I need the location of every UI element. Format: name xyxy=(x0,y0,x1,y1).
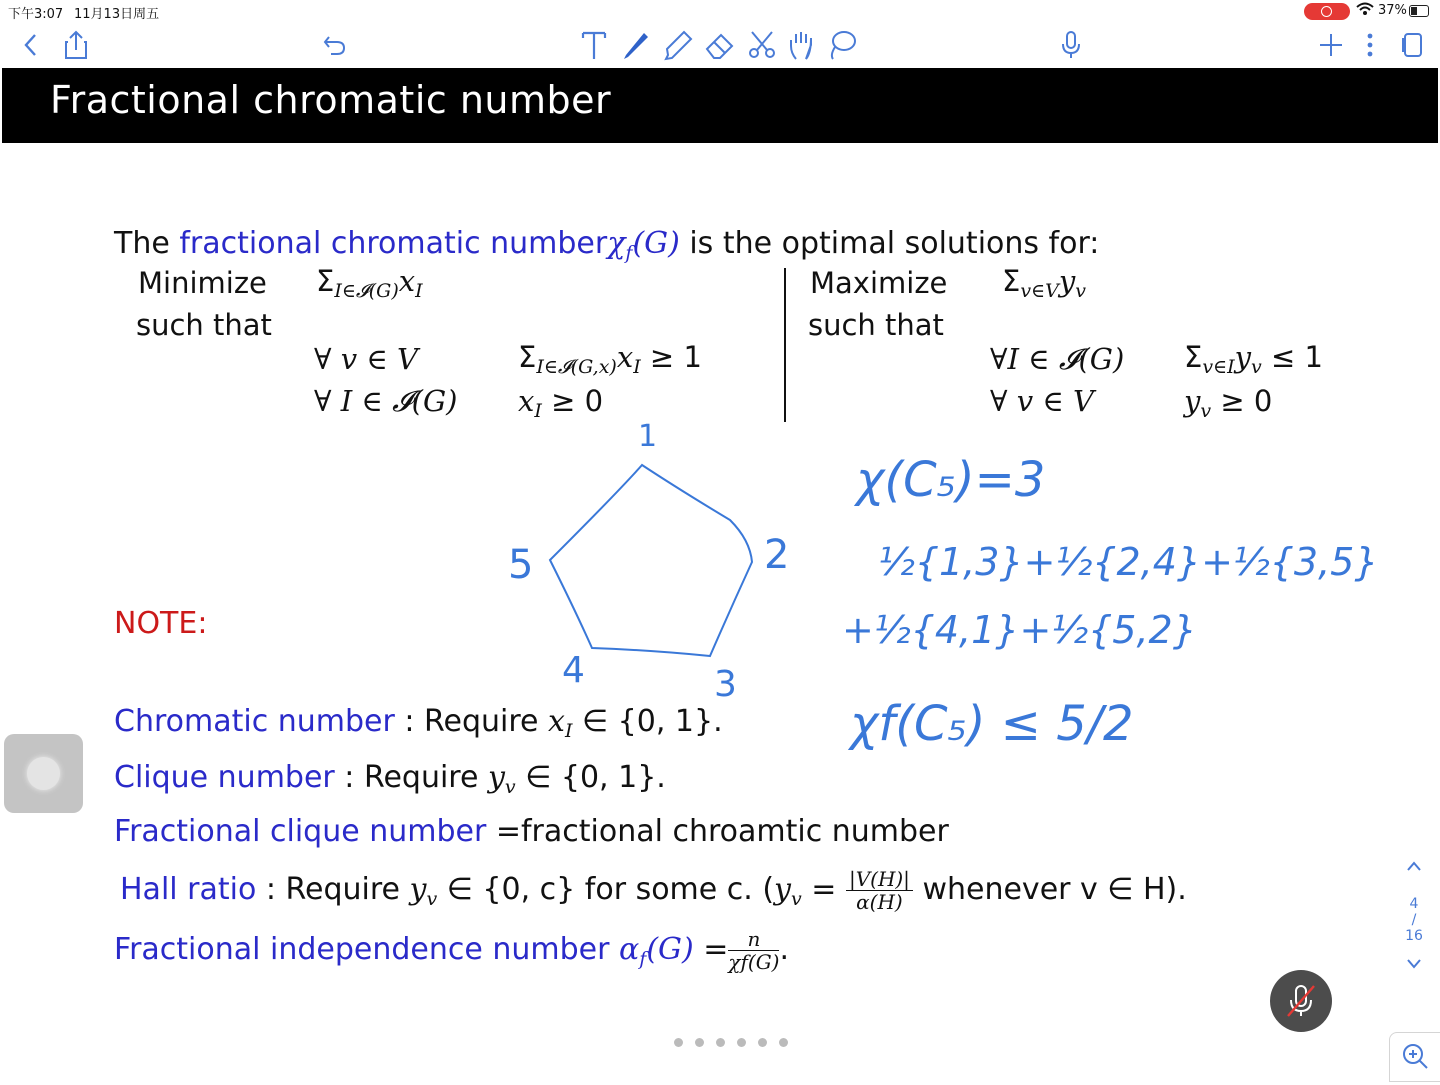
dual-obj-var-sub: v xyxy=(1075,280,1086,302)
primal-sum-symbol: Σ xyxy=(316,264,335,298)
slide-title: Fractional chromatic number xyxy=(50,78,612,122)
intro-pre: The xyxy=(114,226,180,261)
note-clique-text: Require xyxy=(363,760,488,795)
note-frac-clique xyxy=(114,814,949,849)
note-frac-indep-den: χf(G) xyxy=(728,950,780,974)
page-up-icon[interactable] xyxy=(1395,860,1433,896)
note-chromatic-term: Chromatic number xyxy=(114,704,395,739)
note-hall-set: ∈ {0, c} for some c. ( xyxy=(437,872,775,907)
note-clique-set: ∈ {0, 1}. xyxy=(515,760,666,795)
assistive-touch-button[interactable] xyxy=(4,734,83,813)
note-hall-var: y xyxy=(409,872,427,907)
primal-objective xyxy=(316,264,423,302)
note-chromatic-var: x xyxy=(548,704,565,739)
note-frac-indep-tail: . xyxy=(779,932,790,967)
page-dot[interactable] xyxy=(737,1038,746,1047)
vertex-label-4: 4 xyxy=(562,650,585,691)
page-dot[interactable] xyxy=(674,1038,683,1047)
primal-sum-index: I∈𝓘(G) xyxy=(334,280,399,302)
page-down-icon[interactable] xyxy=(1395,958,1433,974)
dual-c1 xyxy=(1184,340,1323,378)
microphone-icon[interactable] xyxy=(1058,26,1084,64)
highlighter-icon[interactable] xyxy=(660,26,696,64)
note-hall xyxy=(120,868,1187,913)
add-page-icon[interactable] xyxy=(1316,26,1346,64)
primal-c1-rel: ≥ 1 xyxy=(640,340,702,374)
note-frac-indep-symbol: α xyxy=(609,932,640,967)
status-time: 下午3:07 xyxy=(8,7,64,22)
pen-tool-icon[interactable] xyxy=(618,26,654,64)
dual-constraint-label: such that xyxy=(808,308,944,342)
primal-constraint-label: such that xyxy=(136,308,272,342)
dual-c2-quant: ∀ v ∈ V xyxy=(990,384,1094,418)
note-frac-indep xyxy=(114,928,789,973)
primal-c2-rel: ≥ 0 xyxy=(541,384,604,418)
zoom-button[interactable] xyxy=(1389,1032,1440,1082)
note-clique-term: Clique number xyxy=(114,760,335,795)
more-icon[interactable] xyxy=(1360,26,1380,64)
primal-c2-var-sub: I xyxy=(534,400,542,422)
primal-c1-sum: Σ xyxy=(518,340,537,374)
status-date: 11月13日周五 xyxy=(74,7,160,22)
dual-c1-sum: Σ xyxy=(1184,340,1203,374)
page-dot[interactable] xyxy=(716,1038,725,1047)
undo-icon[interactable] xyxy=(320,26,350,64)
status-bar xyxy=(0,0,1440,24)
note-clique xyxy=(114,760,666,798)
page-current: 4 xyxy=(1409,896,1419,912)
vertex-label-1: 1 xyxy=(638,419,658,454)
wifi-icon xyxy=(1356,2,1374,20)
note-hall-frac-den: α(H) xyxy=(856,890,903,914)
primal-c1-var: x xyxy=(616,340,634,374)
dual-c1-var-sub: v xyxy=(1251,356,1262,378)
primal-c1-sum-index: I∈𝓘(G,x) xyxy=(536,356,617,378)
note-chromatic xyxy=(114,704,723,742)
scissors-icon[interactable] xyxy=(744,26,780,64)
intro-symbol-sub: f xyxy=(625,242,633,264)
dual-c2-rel: ≥ 0 xyxy=(1211,384,1273,418)
primal-c1-quant: ∀ v ∈ V xyxy=(314,342,418,376)
intro-line xyxy=(114,226,1099,264)
page-dots xyxy=(674,1038,788,1047)
page-dot[interactable] xyxy=(695,1038,704,1047)
primal-c1-var-sub: I xyxy=(633,356,641,378)
note-hall-frac-num: |V(H)| xyxy=(846,868,913,891)
note-hall-term: Hall ratio xyxy=(120,872,257,907)
pentagon-drawing xyxy=(500,410,810,700)
pages-icon[interactable] xyxy=(1398,26,1426,64)
page-total: 16 xyxy=(1405,928,1423,944)
primal-obj-var-sub: I xyxy=(415,280,423,302)
dual-c2 xyxy=(1184,384,1272,422)
primal-c2-quant: ∀ I ∈ 𝓘(G) xyxy=(314,384,458,418)
note-hall-fraction xyxy=(846,868,913,913)
intro-symbol: χ xyxy=(607,226,626,261)
note-frac-indep-symbol-post: (G) xyxy=(646,932,694,967)
note-hall-text: Require xyxy=(285,872,410,907)
primal-objective-label: Minimize xyxy=(138,266,267,300)
note-hall-sep: : xyxy=(256,872,286,907)
note-clique-var: y xyxy=(487,760,505,795)
note-chromatic-sep: : xyxy=(394,704,424,739)
primal-c1 xyxy=(518,340,702,378)
vertex-label-3: 3 xyxy=(714,664,737,700)
dual-obj-var: y xyxy=(1058,264,1076,298)
note-clique-sep: : xyxy=(334,760,364,795)
lp-divider xyxy=(784,268,786,422)
dual-c1-rel: ≤ 1 xyxy=(1261,340,1323,374)
intro-symbol-post: (G) xyxy=(632,226,680,261)
hand-icon[interactable] xyxy=(786,26,818,64)
vertex-label-2: 2 xyxy=(764,532,790,578)
note-frac-indep-term: Fractional independence number xyxy=(114,932,610,967)
note-clique-var-sub: v xyxy=(504,776,516,798)
annotation-chi-f: χf(C₅) ≤ 5/2 xyxy=(850,696,1134,752)
eraser-icon[interactable] xyxy=(702,26,738,64)
note-frac-indep-eq: = xyxy=(693,932,729,967)
primal-obj-var: x xyxy=(398,264,416,298)
lasso-icon[interactable] xyxy=(826,26,858,64)
note-frac-clique-term: Fractional clique number xyxy=(114,814,487,849)
dual-objective xyxy=(1002,264,1086,302)
annotation-chi-c5: χ(C₅)=3 xyxy=(856,452,1046,508)
note-hall-var2: y xyxy=(774,872,791,907)
note-hall-eq: = xyxy=(801,872,846,907)
note-frac-clique-sep: = xyxy=(486,814,521,849)
note-hall-tail: whenever v ∈ H). xyxy=(912,872,1187,907)
back-icon[interactable] xyxy=(18,26,42,64)
page-navigator xyxy=(1395,860,1433,1000)
page-dot[interactable] xyxy=(779,1038,788,1047)
mic-muted-icon xyxy=(1270,970,1332,1032)
note-chromatic-text: Require xyxy=(424,704,549,739)
note-label: NOTE: xyxy=(114,606,208,641)
note-frac-clique-text: fractional chroamtic number xyxy=(521,814,949,849)
zoom-in-icon xyxy=(1390,1033,1440,1081)
share-icon[interactable] xyxy=(62,26,90,64)
note-chromatic-var-sub: I xyxy=(564,720,573,742)
note-chromatic-set: ∈ {0, 1}. xyxy=(572,704,723,739)
annotation-sum-line2: +½{4,1}+½{5,2} xyxy=(842,608,1197,652)
intro-post: is the optimal solutions for: xyxy=(679,226,1100,261)
dual-c1-quant: ∀I ∈ 𝓘(G) xyxy=(990,342,1125,376)
note-hall-var-sub: v xyxy=(426,888,438,910)
annotation-sum-line1: ½{1,3}+½{2,4}+½{3,5} xyxy=(878,540,1379,584)
dual-c2-var-sub: v xyxy=(1200,400,1212,422)
mic-muted-button[interactable] xyxy=(1270,970,1332,1032)
toolbar xyxy=(0,24,1440,68)
note-hall-var2-sub: v xyxy=(791,888,802,910)
dual-c1-var: y xyxy=(1234,340,1252,374)
page-dot[interactable] xyxy=(758,1038,767,1047)
note-frac-indep-symbol-sub: f xyxy=(639,948,647,970)
intro-term: fractional chromatic number xyxy=(179,226,608,261)
primal-c2-var: x xyxy=(518,384,535,418)
dual-sum-index: v∈V xyxy=(1020,280,1059,302)
battery-icon xyxy=(1409,5,1429,17)
dual-objective-label: Maximize xyxy=(810,266,948,300)
dual-c2-var: y xyxy=(1184,384,1201,418)
dual-sum-symbol: Σ xyxy=(1002,264,1021,298)
text-tool-icon[interactable] xyxy=(578,26,610,64)
note-frac-indep-num: n xyxy=(728,928,779,951)
note-frac-indep-fraction xyxy=(728,928,779,973)
battery-percent: 37% xyxy=(1378,3,1407,18)
screen-record-icon[interactable] xyxy=(1304,3,1350,20)
page-separator: / xyxy=(1411,912,1417,928)
vertex-label-5: 5 xyxy=(508,542,534,588)
dual-c1-sum-index: v∈I xyxy=(1202,356,1235,378)
